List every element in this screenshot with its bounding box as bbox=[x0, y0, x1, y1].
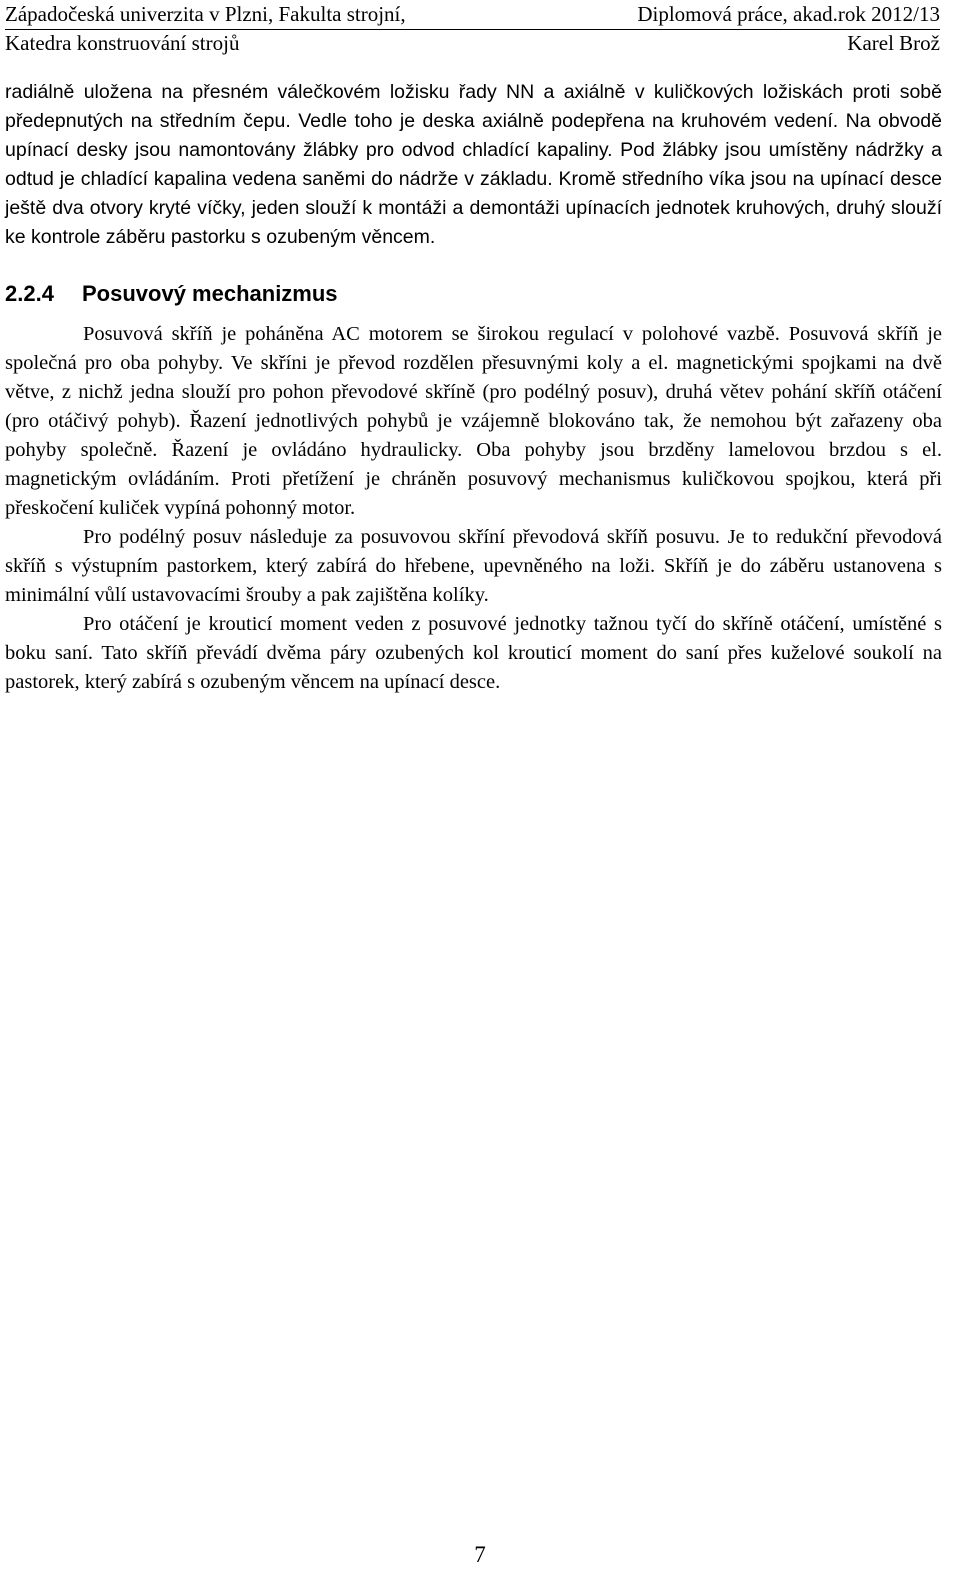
section-paragraph-3: Pro otáčení je krouticí moment veden z posuvové jednotky tažnou tyčí do skříně otáčení, umístěné s boku saní. Tato skříň převádí dvěma páry ozubených kol krouticí moment do saní přes kuželové soukolí na pastorek, který zabírá s ozubeným věncem na upínací desce. bbox=[5, 613, 942, 693]
header-divider bbox=[5, 29, 940, 30]
intro-paragraph: radiálně uložena na přesném válečkovém ložisku řady NN a axiálně v kuličkových ložiskách proti sobě předepnutých na středním čepu. Vedle toho je deska axiálně podepřena na kruhovém vedení. Na obvodě upínací desky jsou namontovány žlábky pro odvod chladící kapaliny. Pod žlábky jsou umístěny nádržky a odtud je chladící kapalina vedena saněmi do nádrže v základu. Kromě středního víka jsou na upínací desce ještě dva otvory kryté víčky, jeden slouží k montáži a demontáži upínacích jednotek kruhových, druhý slouží ke kontrole záběru pastorku s ozubeným věncem. bbox=[5, 81, 942, 248]
header-row-top bbox=[5, 0, 940, 29]
header-department: Katedra konstruování strojů bbox=[5, 31, 240, 55]
header-row-bottom bbox=[5, 29, 940, 58]
header-university: Západočeská univerzita v Plzni, Fakulta strojní, bbox=[5, 2, 406, 26]
section-heading bbox=[5, 279, 942, 309]
header-author: Karel Brož bbox=[847, 31, 940, 55]
section-title: Posuvový mechanizmus bbox=[82, 281, 338, 306]
section-paragraph-1: Posuvová skříň je poháněna AC motorem se širokou regulací v polohové vazbě. Posuvová skříň je společná pro oba pohyby. Ve skříni je převod rozdělen přesuvnými koly a el. magnetickými spojkami na dvě větve, z nichž jedna slouží pro pohon převodové skříně (pro podélný posuv), druhá větev pohání skříň otáčení (pro otáčivý pohyb). Řazení jednotlivých pohybů je vzájemně blokováno tak, že nemohou být zařazeny oba pohyby společně. Řazení je ovládáno hydraulicky. Oba pohyby jsou brzděny lamelovou brzdou s el. magnetickým ovládáním. Proti přetížení je chráněn posuvový mechanismus kuličkovou spojkou, která při přeskočení kuliček vypíná pohonný motor. bbox=[5, 323, 942, 519]
section-number: 2.2.4 bbox=[5, 281, 54, 306]
header-thesis: Diplomová práce, akad.rok 2012/13 bbox=[637, 2, 940, 26]
page-number: 7 bbox=[474, 1542, 486, 1567]
section-paragraph-2: Pro podélný posuv následuje za posuvovou skříní převodová skříň posuvu. Je to redukční převodová skříň s výstupním pastorkem, který zabírá do hřebene, upevněného na loži. Skříň je do záběru ustanovena s minimální vůlí ustavovacími šrouby a pak zajištěna kolíky. bbox=[5, 526, 942, 606]
page-content bbox=[5, 78, 942, 697]
